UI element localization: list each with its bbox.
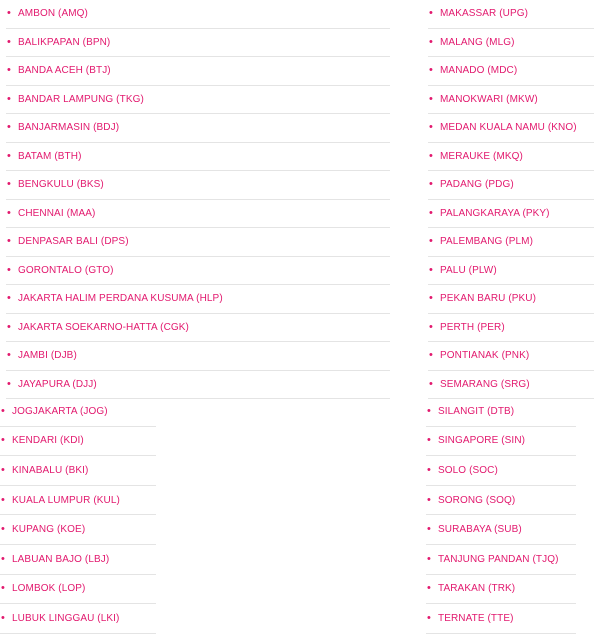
destination-item (0, 604, 156, 634)
bullet-icon: • (429, 263, 433, 276)
destination-item (6, 114, 390, 143)
destination-list-right-top (428, 0, 594, 399)
destination-link[interactable]: SOLO (SOC) (438, 464, 498, 476)
bullet-icon: • (429, 206, 433, 219)
bullet-icon: • (7, 92, 11, 105)
destination-link[interactable]: CHENNAI (MAA) (18, 207, 96, 219)
bullet-icon: • (1, 582, 5, 595)
bullet-icon: • (429, 7, 433, 20)
destination-link[interactable]: SORONG (SOQ) (438, 494, 516, 506)
bullet-icon: • (1, 493, 5, 506)
destination-link[interactable]: LABUAN BAJO (LBJ) (12, 553, 110, 565)
bullet-icon: • (429, 320, 433, 333)
destination-link[interactable]: BENGKULU (BKS) (18, 179, 104, 191)
destination-link[interactable]: JAMBI (DJB) (18, 350, 77, 362)
destination-link[interactable]: MEDAN KUALA NAMU (KNO) (440, 122, 577, 134)
bullet-icon: • (429, 92, 433, 105)
destination-item (428, 314, 594, 343)
destination-item (0, 575, 156, 605)
bullet-icon: • (1, 404, 5, 417)
destination-item (6, 257, 390, 286)
destination-link[interactable]: MERAUKE (MKQ) (440, 150, 523, 162)
destination-link[interactable]: MANOKWARI (MKW) (440, 93, 538, 105)
destination-link[interactable]: BALIKPAPAN (BPN) (18, 36, 111, 48)
destination-item (6, 314, 390, 343)
destination-link[interactable]: KENDARI (KDI) (12, 435, 84, 447)
destination-link[interactable]: PADANG (PDG) (440, 179, 514, 191)
bullet-icon: • (427, 463, 431, 476)
destination-link[interactable]: PALANGKARAYA (PKY) (440, 207, 550, 219)
bullet-icon: • (429, 178, 433, 191)
destination-item (6, 57, 390, 86)
destination-link[interactable]: JAKARTA HALIM PERDANA KUSUMA (HLP) (18, 293, 223, 305)
destination-link[interactable]: SILANGIT (DTB) (438, 405, 515, 417)
bullet-icon: • (429, 349, 433, 362)
destination-item (6, 0, 390, 29)
destination-link[interactable]: BATAM (BTH) (18, 150, 82, 162)
destination-link[interactable]: KUPANG (KOE) (12, 524, 86, 536)
bullet-icon: • (427, 582, 431, 595)
bullet-icon: • (7, 377, 11, 390)
destination-list-left-bottom (0, 397, 156, 634)
bullet-icon: • (429, 235, 433, 248)
destination-item (6, 371, 390, 400)
destination-link[interactable]: BANDAR LAMPUNG (TKG) (18, 93, 144, 105)
bullet-icon: • (7, 263, 11, 276)
destination-link[interactable]: LUBUK LINGGAU (LKI) (12, 612, 120, 624)
destination-link[interactable]: TERNATE (TTE) (438, 612, 514, 624)
destination-link[interactable]: DENPASAR BALI (DPS) (18, 236, 129, 248)
destination-item (426, 456, 576, 486)
bullet-icon: • (1, 611, 5, 624)
bullet-icon: • (1, 463, 5, 476)
bullet-icon: • (1, 552, 5, 565)
destination-link[interactable]: PALEMBANG (PLM) (440, 236, 533, 248)
bullet-icon: • (1, 434, 5, 447)
destination-link[interactable]: PERTH (PER) (440, 321, 505, 333)
destination-item (6, 200, 390, 229)
bullet-icon: • (427, 552, 431, 565)
destination-link[interactable]: TARAKAN (TRK) (438, 583, 516, 595)
destination-item (6, 171, 390, 200)
bullet-icon: • (427, 434, 431, 447)
destination-list-right-bottom (426, 397, 576, 634)
bullet-icon: • (429, 35, 433, 48)
destination-item (426, 604, 576, 634)
bullet-icon: • (7, 7, 11, 20)
destination-item (428, 342, 594, 371)
destination-item (428, 143, 594, 172)
destination-link[interactable]: MALANG (MLG) (440, 36, 515, 48)
bullet-icon: • (7, 64, 11, 77)
destination-item (426, 575, 576, 605)
destination-link[interactable]: PEKAN BARU (PKU) (440, 293, 537, 305)
destination-item (6, 143, 390, 172)
destination-link[interactable]: MAKASSAR (UPG) (440, 8, 529, 20)
destination-link[interactable]: SURABAYA (SUB) (438, 524, 522, 536)
destination-item (428, 371, 594, 400)
bullet-icon: • (7, 235, 11, 248)
destination-link[interactable]: GORONTALO (GTO) (18, 264, 114, 276)
destination-item (428, 29, 594, 58)
bullet-icon: • (7, 121, 11, 134)
destination-link[interactable]: JOGJAKARTA (JOG) (12, 405, 108, 417)
destination-item (428, 86, 594, 115)
destination-item (0, 456, 156, 486)
destination-link[interactable]: PONTIANAK (PNK) (440, 350, 530, 362)
destination-item (426, 486, 576, 516)
destination-item (0, 486, 156, 516)
bullet-icon: • (427, 523, 431, 536)
bullet-icon: • (1, 523, 5, 536)
destination-item (428, 257, 594, 286)
bullet-icon: • (7, 320, 11, 333)
destination-link[interactable]: TANJUNG PANDAN (TJQ) (438, 553, 559, 565)
bullet-icon: • (429, 292, 433, 305)
destination-link[interactable]: BANJARMASIN (BDJ) (18, 122, 120, 134)
destination-item (428, 228, 594, 257)
bullet-icon: • (429, 64, 433, 77)
destination-item (428, 114, 594, 143)
destination-item (426, 427, 576, 457)
destination-link[interactable]: PALU (PLW) (440, 264, 497, 276)
bullet-icon: • (427, 404, 431, 417)
bullet-icon: • (7, 292, 11, 305)
destination-item (6, 29, 390, 58)
destination-link[interactable]: JAYAPURA (DJJ) (18, 378, 97, 390)
destination-item (6, 86, 390, 115)
destination-link[interactable]: SINGAPORE (SIN) (438, 435, 526, 447)
destination-item (0, 515, 156, 545)
destination-link[interactable]: SEMARANG (SRG) (440, 378, 530, 390)
destination-link[interactable]: KUALA LUMPUR (KUL) (12, 494, 120, 506)
bullet-icon: • (427, 493, 431, 506)
bullet-icon: • (7, 149, 11, 162)
destination-link[interactable]: MANADO (MDC) (440, 65, 518, 77)
destination-link[interactable]: BANDA ACEH (BTJ) (18, 65, 111, 77)
destination-link[interactable]: AMBON (AMQ) (18, 8, 88, 20)
bullet-icon: • (429, 121, 433, 134)
destination-link[interactable]: JAKARTA SOEKARNO-HATTA (CGK) (18, 321, 189, 333)
destination-item (6, 285, 390, 314)
destination-link[interactable]: KINABALU (BKI) (12, 464, 89, 476)
bullet-icon: • (427, 611, 431, 624)
destination-item (6, 342, 390, 371)
destination-item (0, 427, 156, 457)
bullet-icon: • (429, 149, 433, 162)
destination-item (428, 200, 594, 229)
destination-item (0, 545, 156, 575)
bullet-icon: • (429, 377, 433, 390)
destination-item (426, 515, 576, 545)
bullet-icon: • (7, 35, 11, 48)
bullet-icon: • (7, 206, 11, 219)
destination-item (6, 228, 390, 257)
bullet-icon: • (7, 178, 11, 191)
destination-item (426, 397, 576, 427)
destination-link[interactable]: LOMBOK (LOP) (12, 583, 86, 595)
destination-item (428, 171, 594, 200)
destination-item (428, 0, 594, 29)
destination-item (428, 57, 594, 86)
bullet-icon: • (7, 349, 11, 362)
destination-item (428, 285, 594, 314)
destination-item (0, 397, 156, 427)
destination-list-left-top (6, 0, 390, 399)
destination-item (426, 545, 576, 575)
